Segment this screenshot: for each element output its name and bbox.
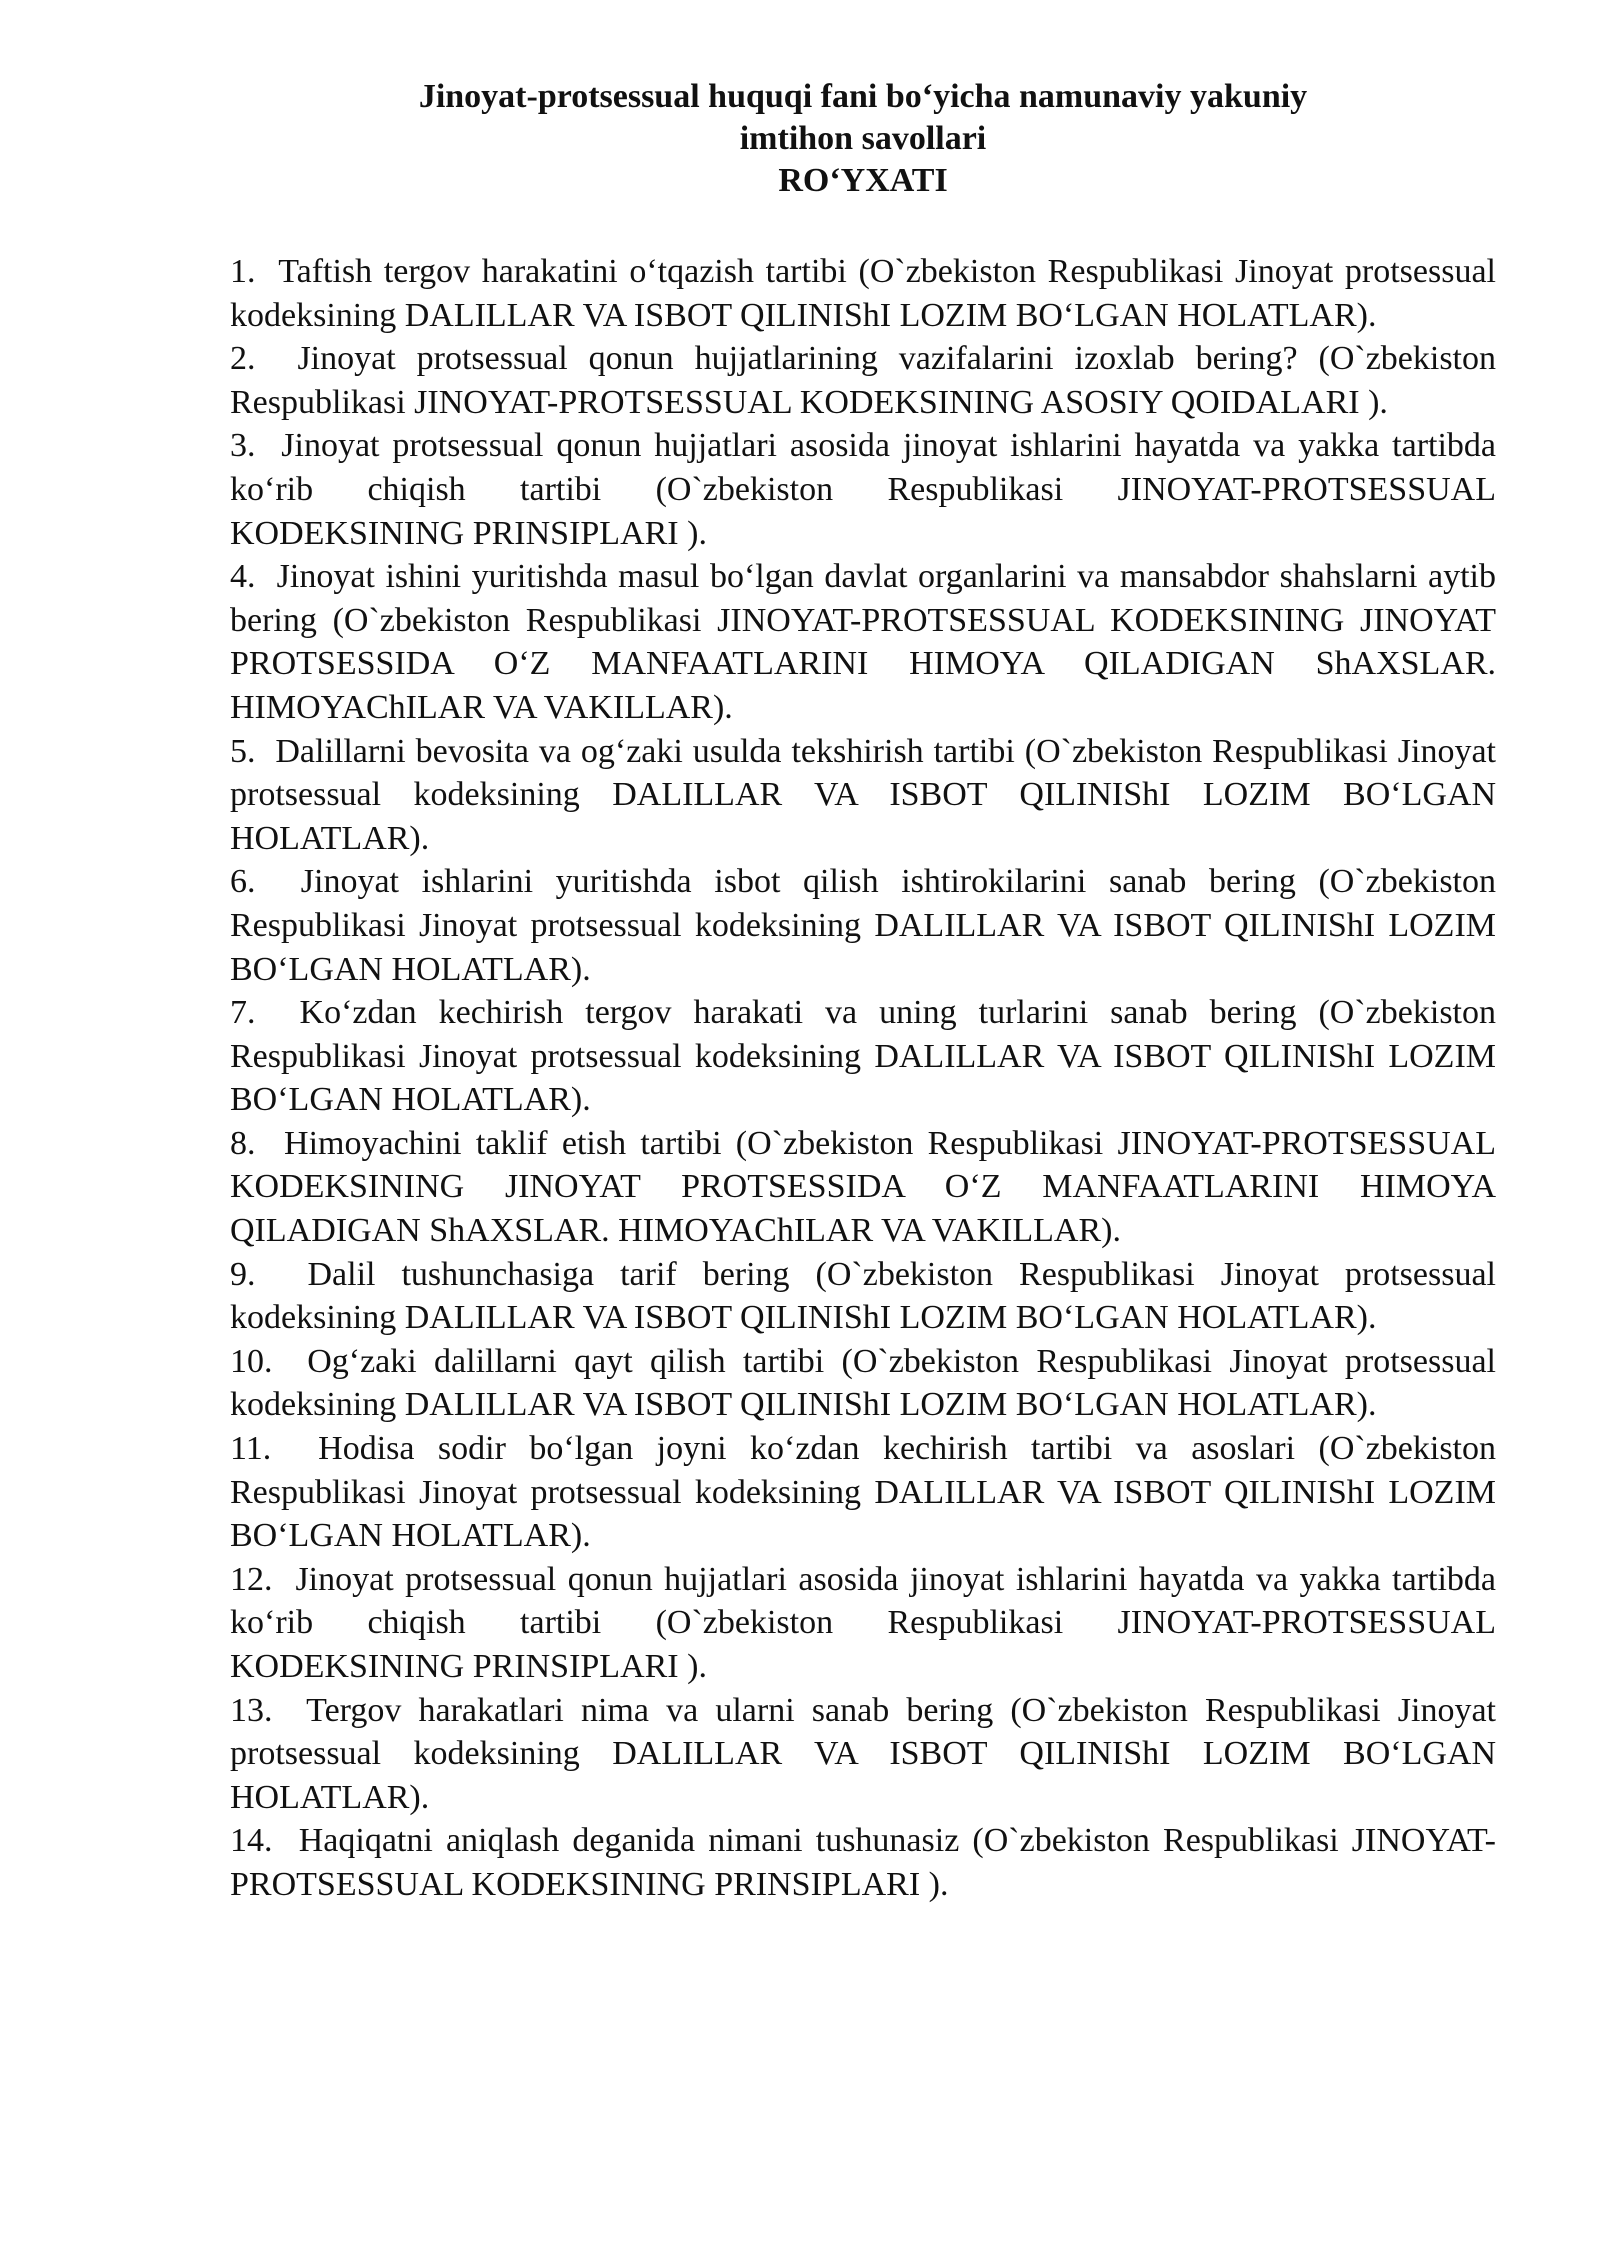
question-number: 14. [230,1822,273,1860]
question-item [230,337,1496,424]
question-number: 3. [230,427,256,465]
question-text: Dalil tushunchasiga tarif bering (O`zbekiston Respublikasi Jinoyat protsessual kodeksining DALILLAR VA ISBOT QILINIShI LOZIM BO‘LGAN HOLATLAR). [230,1255,1496,1337]
question-item [230,1253,1496,1340]
question-item [230,250,1496,337]
question-text: Taftish tergov harakatini o‘tqazish tartibi (O`zbekiston Respublikasi Jinoyat protsessual kodeksining DALILLAR VA ISBOT QILINIShI LOZIM BO‘LGAN HOLATLAR). [230,253,1496,334]
question-text: Himoyachini taklif etish tartibi (O`zbekiston Respublikasi JINOYAT-PROTSESSUAL KODEKSINING JINOYAT PROTSESSIDA O‘Z MANFAATLARINI HIMOYA QILADIGAN ShAXSLAR. HIMOYAChILAR VA VAKILLAR). [230,1124,1496,1250]
title-line-1: Jinoyat-protsessual huquqi fani bo‘yicha namunaviy yakuniy [418,78,1308,115]
question-number: 9. [230,1255,256,1293]
question-number: 1. [230,253,256,290]
question-item [230,1427,1496,1558]
question-item [230,860,1496,991]
question-text: Jinoyat protsessual qonun hujjatlari asosida jinoyat ishlarini hayatda va yakka tartibda ko‘rib chiqish tartibi (O`zbekiston Respublikasi JINOYAT-PROTSESSUAL KODEKSINING PRINSIPLARI ). [230,427,1496,552]
question-text: Ko‘zdan kechirish tergov harakati va uning turlarini sanab bering (O`zbekiston Respublikasi Jinoyat protsessual kodeksining DALILLAR VA ISBOT QILINIShI LOZIM BO‘LGAN HOLATLAR). [230,994,1496,1119]
question-number: 10. [230,1342,273,1380]
question-number: 6. [230,863,256,901]
question-item [230,730,1496,861]
title-line-3: RO‘YXATI [778,162,948,199]
question-item [230,1122,1496,1253]
question-number: 12. [230,1560,273,1598]
question-number: 13. [230,1691,273,1729]
question-list [230,250,1496,1907]
question-item [230,991,1496,1122]
question-text: Dalillarni bevosita va og‘zaki usulda tekshirish tartibi (O`zbekiston Respublikasi Jinoyat protsessual kodeksining DALILLAR VA ISBOT QILINIShI LOZIM BO‘LGAN HOLATLAR). [230,732,1496,857]
question-text: Og‘zaki dalillarni qayt qilish tartibi (O`zbekiston Respublikasi Jinoyat protsessual kodeksining DALILLAR VA ISBOT QILINIShI LOZIM BO‘LGAN HOLATLAR). [230,1342,1497,1424]
title-line-2: imtihon savollari [739,120,987,157]
question-text: Jinoyat ishlarini yuritishda isbot qilish ishtirokilarini sanab bering (O`zbekiston Respublikasi Jinoyat protsessual kodeksining DALILLAR VA ISBOT QILINIShI LOZIM BO‘LGAN HOLATLAR). [230,863,1496,988]
question-number: 4. [230,558,256,596]
question-item [230,1340,1496,1427]
question-item [230,1558,1496,1689]
question-text: Hodisa sodir bo‘lgan joyni ko‘zdan kechirish tartibi va asoslari (O`zbekiston Respublikasi Jinoyat protsessual kodeksining DALILLAR VA ISBOT QILINIShI LOZIM BO‘LGAN HOLATLAR). [230,1430,1497,1555]
question-number: 2. [230,340,256,378]
document-title [230,76,1496,202]
question-text: Jinoyat ishini yuritishda masul bo‘lgan davlat organlarini va mansabdor shahslarni aytib bering (O`zbekiston Respublikasi JINOYAT-PROTSESSUAL KODEKSINING JINOYAT PROTSESSIDA O‘Z MANFAATLARINI HIMOYA QILADIGAN ShAXSLAR. HIMOYAChILAR VA VAKILLAR). [230,558,1496,726]
question-text: Jinoyat protsessual qonun hujjatlari asosida jinoyat ishlarini hayatda va yakka tartibda ko‘rib chiqish tartibi (O`zbekiston Respublikasi JINOYAT-PROTSESSUAL KODEKSINING PRINSIPLARI ). [230,1560,1497,1685]
question-number: 11. [230,1430,272,1468]
question-item [230,424,1496,555]
question-item [230,555,1496,729]
question-text: Tergov harakatlari nima va ularni sanab bering (O`zbekiston Respublikasi Jinoyat protsessual kodeksining DALILLAR VA ISBOT QILINIShI LOZIM BO‘LGAN HOLATLAR). [230,1691,1496,1816]
question-item [230,1689,1496,1820]
question-number: 7. [230,994,256,1032]
question-item [230,1819,1496,1906]
question-text: Haqiqatni aniqlash deganida nimani tushunasiz (O`zbekiston Respublikasi JINOYAT-PROTSESSUAL KODEKSINING PRINSIPLARI ). [230,1822,1497,1903]
question-number: 8. [230,1124,256,1162]
question-text: Jinoyat protsessual qonun hujjatlarining vazifalarini izoxlab bering? (O`zbekiston Respublikasi JINOYAT-PROTSESSUAL KODEKSINING ASOSIY QOIDALARI ). [230,340,1497,421]
question-number: 5. [230,732,256,770]
